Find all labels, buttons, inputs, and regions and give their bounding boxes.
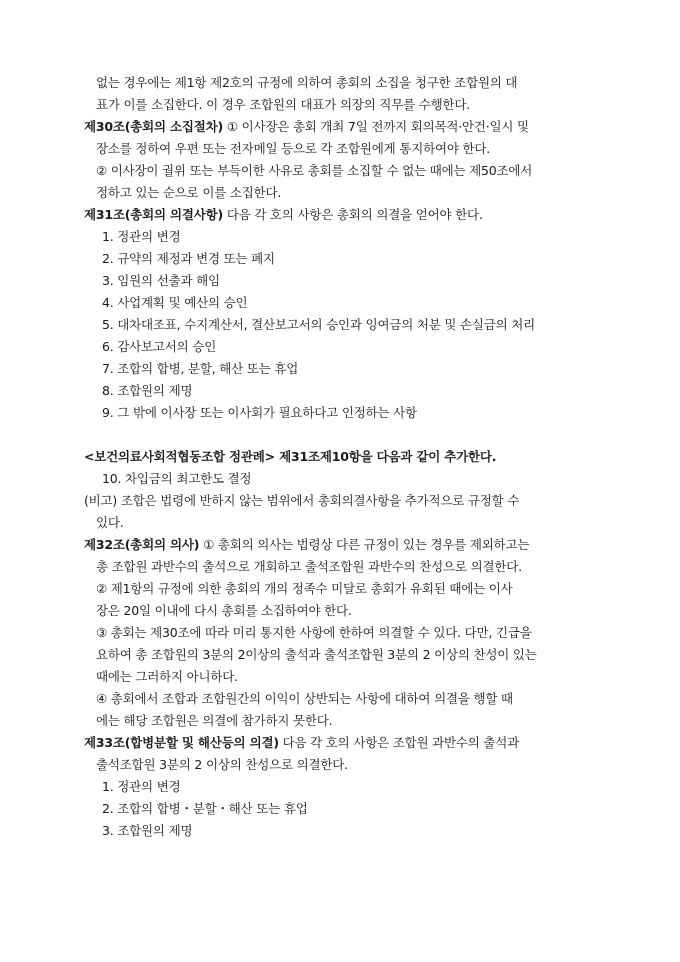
document-body bbox=[84, 72, 604, 842]
text-line: 정하고 있는 순으로 이를 소집한다. bbox=[96, 185, 282, 200]
text-line: 출석조합원 3분의 2 이상의 찬성으로 의결한다. bbox=[96, 757, 348, 772]
article-33 bbox=[84, 732, 604, 754]
text-line: ② 이사장이 궐위 또는 부득이한 사유로 총회를 소집할 수 없는 때에는 제50조에서 bbox=[96, 163, 533, 178]
article-title: 제31조(총회의 의결사항) bbox=[84, 207, 224, 222]
text-line: ② 제1항의 규정에 의한 총회의 개의 정족수 미달로 총회가 유회된 때에는 이사 bbox=[96, 581, 513, 596]
text-line: 총 조합원 과반수의 출석으로 개회하고 출석조합원 과반수의 찬성으로 의결한다. bbox=[96, 559, 522, 574]
text-line: 때에는 그러하지 아니하다. bbox=[96, 669, 238, 684]
text-line: 없는 경우에는 제1항 제2호의 규정에 의하여 총회의 소집을 청구한 조합원의 대 bbox=[96, 75, 518, 90]
text-line: 장소를 정하여 우편 또는 전자메일 등으로 각 조합원에게 통지하여야 한다. bbox=[96, 141, 490, 156]
spacer bbox=[84, 424, 604, 446]
article-title: 제33조(합병분할 및 해산등의 의결) bbox=[84, 735, 279, 750]
article-text: ① 이사장은 총회 개최 7일 전까지 회의목적·안건·일시 및 bbox=[223, 119, 529, 134]
article-31 bbox=[84, 204, 604, 226]
list-item: 8. 조합원의 제명 bbox=[102, 383, 193, 398]
text-line: 장은 20일 이내에 다시 총회를 소집하여야 한다. bbox=[96, 603, 352, 618]
article-title: 제32조(총회의 의사) bbox=[84, 537, 200, 552]
note-line: 있다. bbox=[96, 515, 124, 530]
list-item: 7. 조합의 합병, 분할, 해산 또는 휴업 bbox=[102, 361, 299, 376]
list-item: 2. 조합의 합병・분할・해산 또는 휴업 bbox=[102, 801, 308, 816]
article-32 bbox=[84, 534, 604, 556]
list-item: 9. 그 밖에 이사장 또는 이사회가 필요하다고 인정하는 사항 bbox=[102, 405, 417, 420]
list-item: 3. 임원의 선출과 해임 bbox=[102, 273, 220, 288]
list-item: 1. 정관의 변경 bbox=[102, 229, 181, 244]
amendment-item: 10. 차입금의 최고한도 결정 bbox=[102, 471, 252, 486]
article-30 bbox=[84, 116, 604, 138]
list-item: 4. 사업계획 및 예산의 승인 bbox=[102, 295, 248, 310]
text-line: ③ 총회는 제30조에 따라 미리 통지한 사항에 한하여 의결할 수 있다. 다만, 긴급을 bbox=[96, 625, 532, 640]
amendment-heading: <보건의료사회적협동조합 정관례> 제31조제10항을 다음과 같이 추가한다. bbox=[84, 449, 497, 464]
article-text: 다음 각 호의 사항은 총회의 의결을 얻어야 한다. bbox=[223, 207, 483, 222]
list-item: 3. 조합원의 제명 bbox=[102, 823, 193, 838]
list-item: 1. 정관의 변경 bbox=[102, 779, 181, 794]
text-line: ④ 총회에서 조합과 조합원간의 이익이 상반되는 사항에 대하여 의결을 행할 때 bbox=[96, 691, 513, 706]
text-line: 요하여 총 조합원의 3분의 2이상의 출석과 출석조합원 3분의 2 이상의 찬성이 있는 bbox=[96, 647, 537, 662]
list-item: 2. 규약의 제정과 변경 또는 폐지 bbox=[102, 251, 275, 266]
note-line: (비고) 조합은 법령에 반하지 않는 범위에서 총회의결사항을 추가적으로 규정할 수 bbox=[84, 493, 520, 508]
article-text: ① 총회의 의사는 법령상 다른 규정이 있는 경우를 제외하고는 bbox=[199, 537, 530, 552]
list-item: 6. 감사보고서의 승인 bbox=[102, 339, 217, 354]
article-text: 다음 각 호의 사항은 조합원 과반수의 출석과 bbox=[278, 735, 520, 750]
text-line: 에는 해당 조합원은 의결에 참가하지 못한다. bbox=[96, 713, 333, 728]
list-item: 5. 대차대조표, 수지계산서, 결산보고서의 승인과 잉여금의 처분 및 손실금의 처리 bbox=[102, 317, 536, 332]
article-title: 제30조(총회의 소집절차) bbox=[84, 119, 224, 134]
text-line: 표가 이를 소집한다. 이 경우 조합원의 대표가 의장의 직무를 수행한다. bbox=[96, 97, 471, 112]
